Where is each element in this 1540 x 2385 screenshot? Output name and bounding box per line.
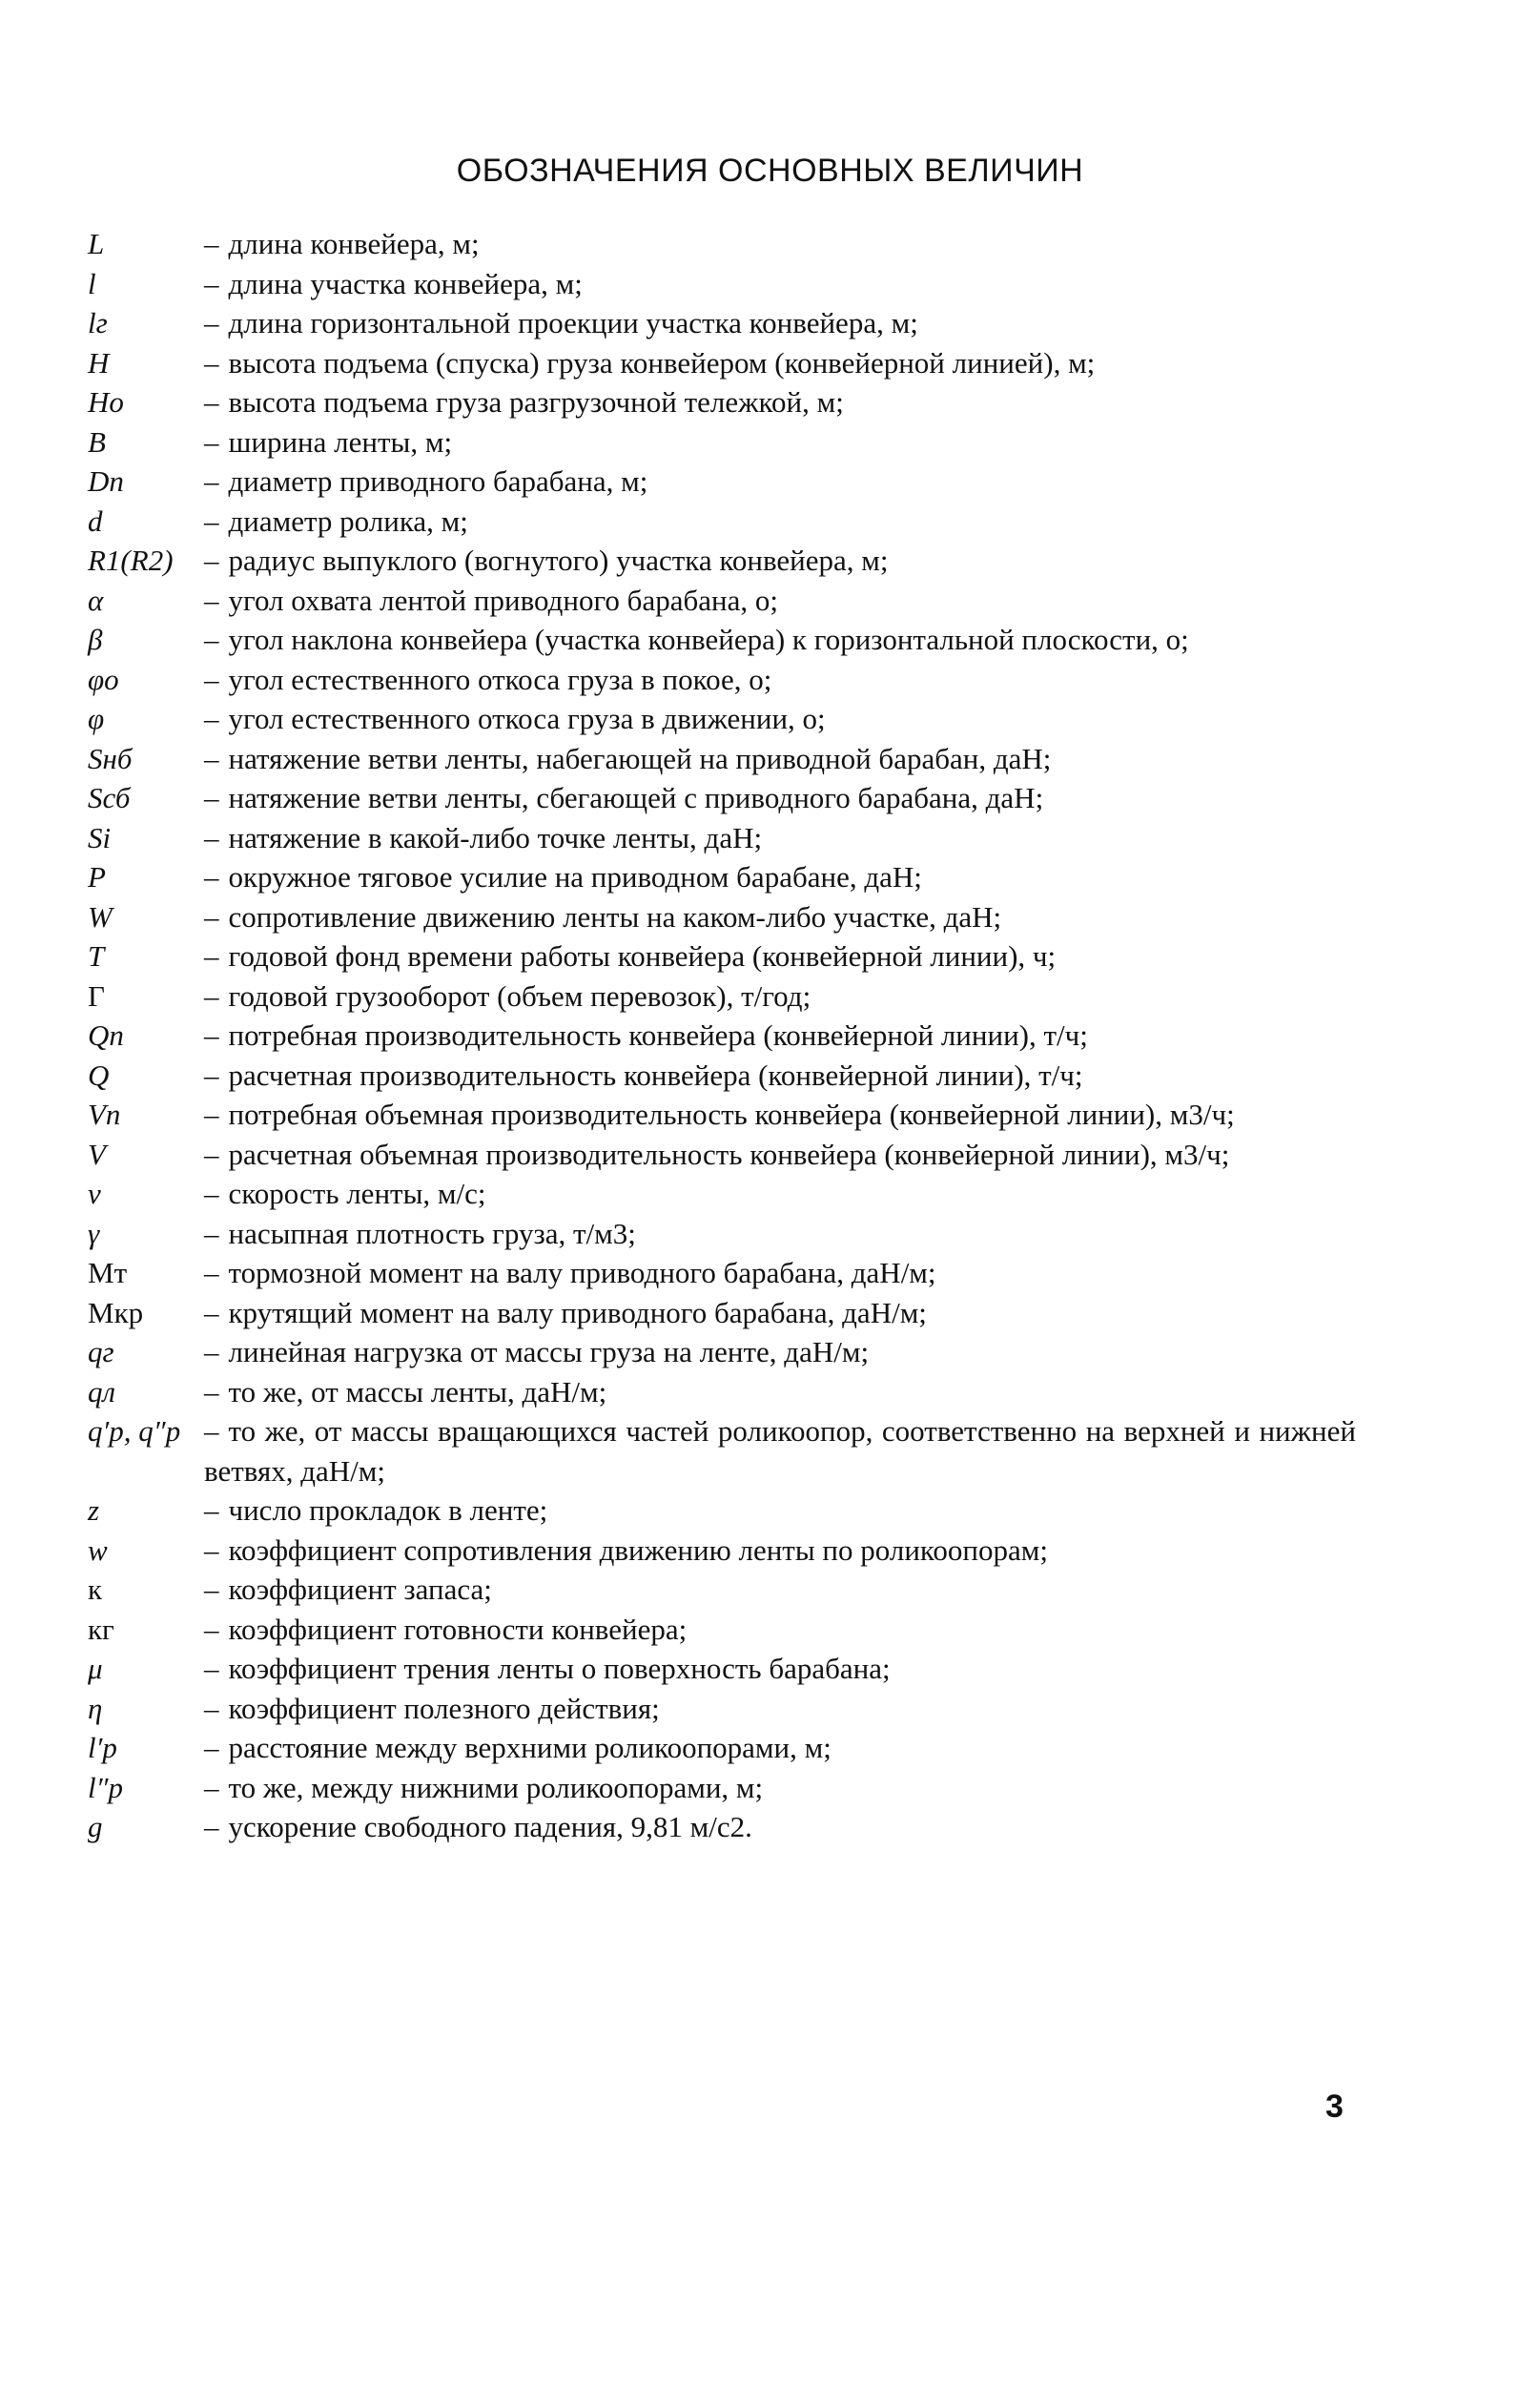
notation-symbol: lг	[88, 306, 108, 339]
notation-row	[88, 303, 1356, 343]
notation-description: коэффициент трения ленты о поверхность барабана;	[228, 1652, 891, 1685]
dash-separator: –	[204, 464, 219, 498]
notation-symbol: l″р	[88, 1770, 124, 1804]
dash-separator: –	[204, 1098, 219, 1131]
notation-description: потребная производительность конвейера (конвейерной линии), т/ч;	[228, 1018, 1088, 1052]
notation-description-wrapper	[204, 778, 1356, 818]
notation-row	[88, 818, 1356, 858]
notation-symbol: R1(R2)	[88, 544, 174, 577]
notation-description: угол естественного откоса груза в движении, о;	[228, 702, 826, 735]
notation-description: годовой грузооборот (объем перевозок), т/год;	[228, 978, 811, 1013]
notation-description-wrapper	[204, 1807, 1356, 1847]
notation-description: ширина ленты, м;	[228, 424, 453, 459]
notation-description-wrapper	[204, 897, 1356, 937]
notation-row	[88, 422, 1356, 463]
notation-description: число прокладок в ленте;	[228, 1493, 548, 1527]
notation-symbol: α	[88, 583, 104, 617]
notation-description-wrapper	[204, 541, 1356, 581]
notation-description: крутящий момент на валу приводного барабана, даН/м;	[228, 1295, 927, 1329]
notation-description: диаметр приводного барабана, м;	[228, 464, 648, 498]
notation-description: радиус выпуклого (вогнутого) участка конвейера, м;	[228, 544, 889, 577]
notation-description-wrapper	[204, 699, 1356, 739]
dash-separator: –	[204, 702, 219, 735]
notation-row	[88, 1531, 1356, 1571]
notation-row	[88, 936, 1356, 977]
notation-description-wrapper	[204, 1056, 1356, 1096]
notation-description-wrapper	[204, 422, 1356, 463]
notation-description-wrapper	[204, 303, 1356, 343]
notation-description: насыпная плотность груза, т/м3;	[228, 1216, 636, 1250]
notation-description-wrapper	[204, 977, 1356, 1017]
notation-description-wrapper	[204, 382, 1356, 422]
notation-description-wrapper	[204, 1411, 1356, 1491]
notation-description-wrapper	[204, 818, 1356, 858]
notation-description-wrapper	[204, 1372, 1356, 1412]
notation-row	[88, 541, 1356, 581]
notation-description-wrapper	[204, 581, 1356, 621]
notation-symbol: Мкр	[88, 1295, 144, 1329]
notation-description: годовой фонд времени работы конвейера (конвейерной линии), ч;	[228, 939, 1057, 973]
dash-separator: –	[204, 860, 219, 894]
notation-row	[88, 581, 1356, 621]
dash-separator: –	[204, 1414, 219, 1448]
notation-description: длина горизонтальной проекции участка конвейера, м;	[228, 306, 918, 339]
notation-description-wrapper	[204, 936, 1356, 977]
dash-separator: –	[204, 781, 219, 814]
dash-separator: –	[204, 1137, 219, 1171]
notation-description-wrapper	[204, 1214, 1356, 1254]
dash-separator: –	[204, 623, 219, 656]
notation-symbol: μ	[88, 1652, 103, 1685]
notation-row	[88, 382, 1356, 422]
notation-symbol: Г	[88, 978, 105, 1013]
notation-row	[88, 343, 1356, 383]
notation-description: диаметр ролика, м;	[228, 504, 468, 538]
notation-description-wrapper	[204, 224, 1356, 264]
notation-description-wrapper	[204, 1610, 1356, 1650]
notation-symbol: l′р	[88, 1731, 117, 1764]
notation-symbol: Sсб	[88, 781, 131, 814]
notation-description-wrapper	[204, 1016, 1356, 1056]
notation-row	[88, 1411, 1356, 1491]
notation-description: угол охвата лентой приводного барабана, о;	[228, 583, 778, 617]
notation-description-wrapper	[204, 857, 1356, 897]
notation-description-wrapper	[204, 660, 1356, 700]
dash-separator: –	[204, 1058, 219, 1092]
dash-separator: –	[204, 1493, 219, 1527]
dash-separator: –	[204, 1532, 219, 1567]
dash-separator: –	[204, 227, 219, 260]
dash-separator: –	[204, 662, 219, 696]
notation-row	[88, 857, 1356, 897]
notation-row	[88, 1056, 1356, 1096]
notation-symbol: Hо	[88, 385, 124, 419]
dash-separator: –	[204, 741, 219, 775]
notation-symbol: кг	[88, 1612, 114, 1646]
notation-row	[88, 1095, 1356, 1135]
notation-description-wrapper	[204, 1491, 1356, 1531]
notation-description-wrapper	[204, 1293, 1356, 1333]
notation-row	[88, 1649, 1356, 1689]
notation-description: тормозной момент на валу приводного барабана, даН/м;	[228, 1256, 936, 1289]
notation-description: сопротивление движению ленты на каком-либо участке, даН;	[228, 899, 1002, 934]
notation-row	[88, 977, 1356, 1017]
notation-row	[88, 1293, 1356, 1333]
notation-description-wrapper	[204, 462, 1356, 502]
notation-symbol: w	[88, 1532, 108, 1567]
dash-separator: –	[204, 306, 219, 339]
notation-symbol: g	[88, 1810, 103, 1843]
notation-description-wrapper	[204, 1332, 1356, 1372]
dash-separator: –	[204, 820, 219, 854]
notation-description-wrapper	[204, 1689, 1356, 1729]
notation-description: то же, от массы ленты, даН/м;	[228, 1374, 607, 1408]
notation-description: коэффициент запаса;	[228, 1573, 492, 1606]
notation-description: потребная объемная производительность конвейера (конвейерной линии), м3/ч;	[228, 1098, 1235, 1131]
notation-symbol: qл	[88, 1374, 116, 1408]
notation-description: длина участка конвейера, м;	[228, 266, 583, 300]
notation-description-wrapper	[204, 1135, 1356, 1175]
notation-description: то же, между нижними роликоопорами, м;	[228, 1770, 764, 1804]
notation-symbol: Мт	[88, 1256, 128, 1289]
notation-description: длина конвейера, м;	[228, 227, 480, 260]
notation-description: расчетная объемная производительность конвейера (конвейерной линии), м3/ч;	[228, 1137, 1230, 1171]
notation-row	[88, 1372, 1356, 1412]
notation-description: высота подъема груза разгрузочной тележкой, м;	[228, 385, 844, 419]
notation-symbol: W	[88, 899, 113, 934]
dash-separator: –	[204, 899, 219, 934]
notation-row	[88, 1491, 1356, 1531]
notation-symbol: P	[88, 860, 106, 894]
notation-row	[88, 660, 1356, 700]
dash-separator: –	[204, 1731, 219, 1764]
notation-description-wrapper	[204, 1649, 1356, 1689]
dash-separator: –	[204, 345, 219, 380]
notation-description: натяжение ветви ленты, набегающей на приводной барабан, даН;	[228, 741, 1052, 775]
dash-separator: –	[204, 1770, 219, 1804]
notation-description-wrapper	[204, 1570, 1356, 1610]
dash-separator: –	[204, 424, 219, 459]
notation-symbol: β	[88, 623, 103, 656]
notation-description-wrapper	[204, 1174, 1356, 1214]
notation-symbol: z	[88, 1493, 100, 1527]
notation-row	[88, 1807, 1356, 1847]
notation-symbol: q′р, q″р	[88, 1414, 181, 1448]
notation-symbol: η	[88, 1691, 103, 1725]
notation-description: коэффициент сопротивления движению ленты по роликоопорам;	[228, 1532, 1048, 1567]
dash-separator: –	[204, 544, 219, 577]
notation-symbol: V	[88, 1137, 106, 1171]
notation-symbol: B	[88, 424, 106, 459]
notation-description-wrapper	[204, 1531, 1356, 1571]
dash-separator: –	[204, 504, 219, 538]
notation-description-wrapper	[204, 343, 1356, 383]
page-title: ОБОЗНАЧЕНИЯ ОСНОВНЫХ ВЕЛИЧИН	[456, 153, 1084, 189]
dash-separator: –	[204, 1295, 219, 1329]
dash-separator: –	[204, 939, 219, 973]
notation-row	[88, 1016, 1356, 1056]
notation-description: то же, от массы вращающихся частей роликоопор, соответственно на верхней и нижней ветвях, даН/м;	[204, 1414, 1356, 1488]
page-number: 3	[1325, 2088, 1344, 2125]
notation-row	[88, 620, 1356, 660]
notation-row	[88, 1689, 1356, 1729]
notation-description: коэффициент готовности конвейера;	[228, 1612, 688, 1646]
notation-description-wrapper	[204, 1728, 1356, 1768]
dash-separator: –	[204, 1177, 219, 1210]
notation-symbol: φ	[88, 702, 105, 735]
notation-symbol: γ	[88, 1216, 100, 1250]
dash-separator: –	[204, 1612, 219, 1646]
notation-row	[88, 1570, 1356, 1610]
notation-description: угол наклона конвейера (участка конвейера) к горизонтальной плоскости, о;	[228, 623, 1189, 656]
notation-symbol: qг	[88, 1335, 114, 1368]
notation-list	[88, 224, 1356, 1847]
notation-row	[88, 778, 1356, 818]
notation-row	[88, 1135, 1356, 1175]
dash-separator: –	[204, 1216, 219, 1250]
dash-separator: –	[204, 1256, 219, 1289]
notation-description-wrapper	[204, 264, 1356, 304]
notation-row	[88, 699, 1356, 739]
notation-description: скорость ленты, м/с;	[228, 1177, 486, 1210]
notation-description: ускорение свободного падения, 9,81 м/с2.	[228, 1810, 752, 1843]
dash-separator: –	[204, 1018, 219, 1052]
notation-symbol: L	[88, 227, 105, 260]
notation-row	[88, 1214, 1356, 1254]
notation-symbol: Q	[88, 1058, 110, 1092]
notation-symbol: Si	[88, 820, 112, 854]
notation-description-wrapper	[204, 739, 1356, 779]
notation-row	[88, 1728, 1356, 1768]
notation-row	[88, 462, 1356, 502]
notation-description: окружное тяговое усилие на приводном барабане, даН;	[228, 860, 922, 894]
notation-row	[88, 1332, 1356, 1372]
dash-separator: –	[204, 1691, 219, 1725]
dash-separator: –	[204, 1810, 219, 1843]
dash-separator: –	[204, 978, 219, 1013]
notation-symbol: Qп	[88, 1018, 124, 1052]
notation-symbol: Vп	[88, 1098, 121, 1131]
notation-row	[88, 1610, 1356, 1650]
notation-description-wrapper	[204, 502, 1356, 542]
dash-separator: –	[204, 385, 219, 419]
notation-symbol: φо	[88, 662, 119, 696]
notation-row	[88, 1253, 1356, 1293]
notation-row	[88, 264, 1356, 304]
notation-description: высота подъема (спуска) груза конвейером (конвейерной линией), м;	[228, 345, 1096, 380]
notation-symbol: T	[88, 939, 105, 973]
dash-separator: –	[204, 1335, 219, 1368]
dash-separator: –	[204, 1652, 219, 1685]
notation-row	[88, 897, 1356, 937]
notation-symbol: v	[88, 1177, 101, 1210]
notation-description: натяжение ветви ленты, сбегающей с приводного барабана, даН;	[228, 781, 1044, 814]
notation-description: натяжение в какой-либо точке ленты, даН;	[228, 820, 763, 854]
notation-row	[88, 224, 1356, 264]
notation-symbol: d	[88, 504, 103, 538]
notation-description: расстояние между верхними роликоопорами, м;	[228, 1731, 832, 1764]
notation-row	[88, 739, 1356, 779]
notation-description-wrapper	[204, 1768, 1356, 1808]
notation-description: линейная нагрузка от массы груза на ленте, даН/м;	[228, 1335, 870, 1368]
notation-description: коэффициент полезного действия;	[228, 1691, 660, 1725]
notation-description-wrapper	[204, 1095, 1356, 1135]
notation-row	[88, 1768, 1356, 1808]
notation-row	[88, 1174, 1356, 1214]
dash-separator: –	[204, 1573, 219, 1606]
notation-symbol: к	[88, 1573, 103, 1606]
notation-row	[88, 502, 1356, 542]
dash-separator: –	[204, 583, 219, 617]
notation-symbol: Sнб	[88, 741, 133, 775]
notation-symbol: H	[88, 345, 110, 380]
notation-description-wrapper	[204, 1253, 1356, 1293]
notation-symbol: l	[88, 266, 96, 300]
notation-symbol: Dп	[88, 464, 124, 498]
notation-description: расчетная производительность конвейера (конвейерной линии), т/ч;	[228, 1058, 1083, 1092]
notation-description-wrapper	[204, 620, 1356, 660]
notation-description: угол естественного откоса груза в покое, о;	[228, 662, 772, 696]
dash-separator: –	[204, 266, 219, 300]
dash-separator: –	[204, 1374, 219, 1408]
